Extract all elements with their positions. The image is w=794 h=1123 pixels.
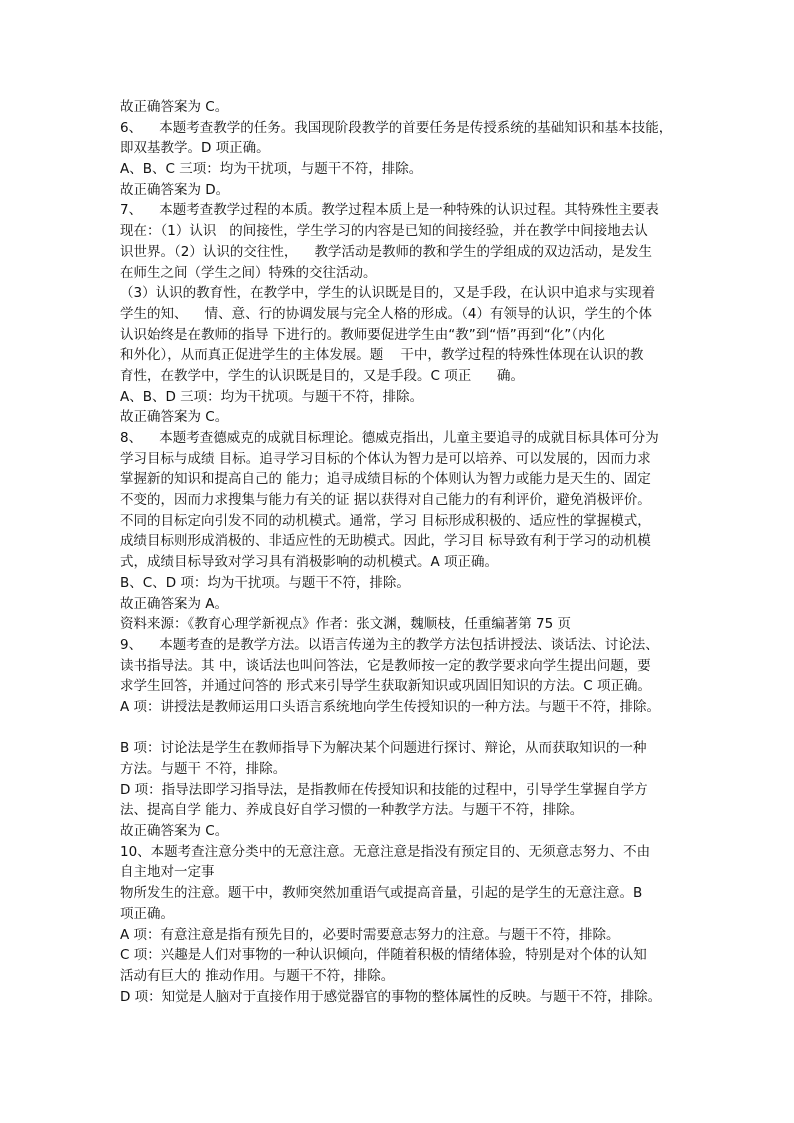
text-line: B、C、D 项：均为干扰项。与题干不符，排除。 (120, 574, 410, 591)
text-line: 9、 本题考查的是教学方法。以语言传递为主的教学方法包括讲授法、谈话法、讨论法、 (120, 636, 659, 653)
text-line: 和外化），从而真正促进学生的主体发展。题 干中，教学过程的特殊性体现在认识的教 (120, 347, 644, 364)
text-line: A、B、C 三项：均为干扰项，与题干不符，排除。 (120, 161, 423, 178)
text-line: 故正确答案为 C。 (120, 99, 229, 115)
text-line: 方法。与题干 不符，排除。 (120, 761, 287, 777)
text-line: 认识始终是在教师的指导 下进行的。教师要促进学生由“教”到“悟”再到“化”（内化 (120, 326, 606, 343)
text-line: 育性，在教学中，学生的认识既是目的，又是手段。C 项正 确。 (120, 367, 524, 384)
text-line: 学习目标与成绩 目标。追寻学习目标的个体认为智力是可以培养、可以发展的，因而力求 (120, 450, 651, 467)
text-line: 在师生之间（学生之间）特殊的交往活动。 (120, 264, 377, 281)
text-line: 学生的知、 情、意、行的协调发展与完全人格的形成。（4）有领导的认识，学生的个体 (120, 305, 653, 322)
text-line: A 项：讲授法是教师运用口头语言系统地向学生传授知识的一种方法。与题干不符，排除。 (120, 698, 661, 715)
text-line: 项正确。 (120, 905, 174, 922)
text-line: 故正确答案为 D。 (120, 181, 230, 198)
text-line: 故正确答案为 A。 (120, 595, 229, 612)
text-line: 不同的目标定向引发不同的动机模式。通常，学习 目标形成积极的、适应性的掌握模式， (120, 512, 651, 529)
blank-line (120, 718, 700, 739)
text-line: 10、本题考查注意分类中的无意注意。无意注意是指没有预定目的、无须意志努力、不由 (120, 843, 651, 860)
text-line: A、B、D 三项：均为干扰项。与题干不符，排除。 (120, 388, 424, 405)
text-line: 读书指导法。其 中，谈话法也叫问答法，它是教师按一定的教学要求向学生提出问题，要 (120, 657, 651, 674)
document-body (120, 97, 700, 1007)
text-line: 8、 本题考查德威克的成就目标理论。德威克指出，儿童主要追寻的成就目标具体可分为 (120, 430, 659, 446)
text-line: 式，成绩目标导致对学习具有消极影响的动机模式。A 项正确。 (120, 554, 499, 571)
text-line: 求学生回答，并通过问答的 形式来引导学生获取新知识或巩固旧知识的方法。C 项正确。 (120, 678, 652, 695)
text-line: 资料来源：《教育心理学新视点》作者：张文渊，魏顺枝，任重编著第 75 页 (120, 616, 572, 633)
text-line: A 项：有意注意是指有预先目的，必要时需要意志努力的注意。与题干不符，排除。 (120, 926, 620, 943)
text-line: 7、 本题考查教学过程的本质。教学过程本质上是一种特殊的认识过程。其特殊性主要表 (120, 202, 659, 219)
text-line: 故正确答案为 C。 (120, 823, 229, 840)
text-line: 成绩目标则形成消极的、非适应性的无助模式。因此，学习目 标导致有利于学习的动机模 (120, 533, 651, 550)
text-line: 掌握新的知识和提高自己的 能力；追寻成绩目标的个体则认为智力或能力是天生的、固定 (120, 471, 651, 488)
text-line: C 项：兴趣是人们对事物的一种认识倾向，伴随着积极的情绪体验，特别是对个体的认知 (120, 947, 647, 964)
text-line: 即双基教学。D 项正确。 (120, 140, 270, 157)
text-line: （3）认识的教育性，在教学中，学生的认识既是目的，又是手段，在认识中追求与实现着 (120, 285, 656, 302)
text-line: 识世界。（2）认识的交往性， 教学活动是教师的教和学生的学组成的双边活动，是发生 (120, 243, 653, 260)
text-line: 法、提高自学 能力、养成良好自学习惯的一种教学方法。与题干不符，排除。 (120, 802, 584, 819)
text-line: D 项：指导法即学习指导法，是指教师在传授知识和技能的过程中，引导学生掌握自学方 (120, 781, 648, 798)
text-line: 不变的，因而力求搜集与能力有关的证 据以获得对自己能力的有利评价，避免消极评价。 (120, 492, 651, 509)
text-line: 自主地对一定事 (120, 864, 215, 881)
text-line: D 项：知觉是人脑对于直接作用于感觉器官的事物的整体属性的反映。与题干不符，排除。 (120, 988, 662, 1005)
text-line: 活动有巨大的 推动作用。与题干不符，排除。 (120, 967, 395, 984)
text-line: B 项：讨论法是学生在教师指导下为解决某个问题进行探讨、辩论，从而获取知识的一种 (120, 740, 647, 757)
text-line: 现在：（1）认识 的间接性，学生学习的内容是已知的间接经验，并在教学中间接地去认 (120, 223, 648, 240)
text-line: 故正确答案为 C。 (120, 409, 229, 426)
text-line: 物所发生的注意。题干中，教师突然加重语气或提高音量，引起的是学生的无意注意。B (120, 885, 643, 902)
text-line: 6、 本题考查教学的任务。我国现阶段教学的首要任务是传授系统的基础知识和基本技能， (120, 119, 673, 136)
